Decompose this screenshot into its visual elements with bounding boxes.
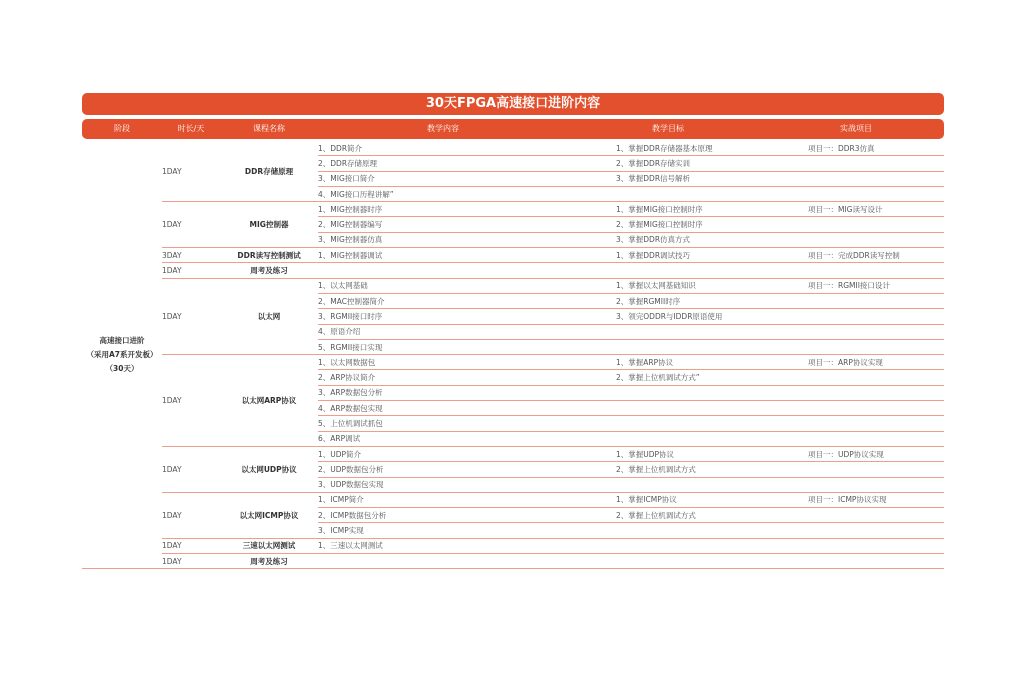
- project-cell: [808, 186, 944, 201]
- course-name-cell: 周考及练习: [220, 263, 318, 278]
- content-cell: 3、MIG接口简介: [318, 171, 616, 186]
- stage-line1: 高速接口进阶: [99, 335, 145, 345]
- content-cell: 2、ARP协议简介: [318, 370, 616, 385]
- content-cell: [318, 554, 616, 569]
- course-name-cell: 以太网ARP协议: [220, 355, 318, 447]
- content-cell: 6、ARP调试: [318, 431, 616, 446]
- content-cell: 4、MIG接口历程讲解”: [318, 186, 616, 201]
- content-cell: 1、MIG控制器调试: [318, 248, 616, 263]
- course-name-cell: 以太网ICMP协议: [220, 492, 318, 538]
- duration-cell: 1DAY: [162, 263, 220, 278]
- course-name-cell: DDR存储原理: [220, 141, 318, 202]
- content-cell: 5、上位机调试抓包: [318, 416, 616, 431]
- goal-cell: 2、掌握上位机调试方式”: [616, 370, 808, 385]
- project-cell: [808, 324, 944, 339]
- project-cell: 项目一：完成DDR读写控制: [808, 248, 944, 263]
- table-row: [82, 141, 944, 156]
- header-stage: 阶段: [114, 124, 130, 133]
- project-cell: [808, 232, 944, 247]
- project-cell: 项目一：ARP协议实现: [808, 355, 944, 370]
- duration-cell: 1DAY: [162, 446, 220, 492]
- content-cell: 2、UDP数据包分析: [318, 462, 616, 477]
- duration-cell: 1DAY: [162, 538, 220, 553]
- project-cell: [808, 431, 944, 446]
- duration-cell: 1DAY: [162, 278, 220, 354]
- goal-cell: 1、掌握ARP协议: [616, 355, 808, 370]
- duration-cell: 1DAY: [162, 492, 220, 538]
- content-cell: 3、UDP数据包实现: [318, 477, 616, 492]
- course-name-cell: 以太网: [220, 278, 318, 354]
- goal-cell: [616, 263, 808, 278]
- project-cell: 项目一：ICMP协议实现: [808, 492, 944, 507]
- content-cell: 2、DDR存储原理: [318, 156, 616, 171]
- duration-cell: 1DAY: [162, 355, 220, 447]
- content-cell: 1、以太网基础: [318, 278, 616, 293]
- course-name-cell: 三速以太网测试: [220, 538, 318, 553]
- course-name-cell: 周考及练习: [220, 554, 318, 569]
- table-header: [82, 119, 944, 139]
- goal-cell: [616, 416, 808, 431]
- project-cell: 项目一：RGMII接口设计: [808, 278, 944, 293]
- project-cell: [808, 156, 944, 171]
- content-cell: 1、DDR简介: [318, 141, 616, 156]
- project-cell: [808, 523, 944, 538]
- table-row: [82, 554, 944, 569]
- duration-cell: 1DAY: [162, 141, 220, 202]
- goal-cell: [616, 523, 808, 538]
- course-name-cell: MIG控制器: [220, 202, 318, 248]
- goal-cell: 1、掌握DDR调试技巧: [616, 248, 808, 263]
- goal-cell: 3、掌握DDR仿真方式: [616, 232, 808, 247]
- content-cell: 5、RGMII接口实现: [318, 339, 616, 354]
- project-cell: 项目一：MIG读写设计: [808, 202, 944, 217]
- header-goal: 教学目标: [652, 124, 684, 133]
- project-cell: [808, 538, 944, 553]
- project-cell: 项目一：UDP协议实现: [808, 446, 944, 461]
- content-cell: 4、原语介绍: [318, 324, 616, 339]
- course-name-cell: 以太网UDP协议: [220, 446, 318, 492]
- goal-cell: 1、掌握UDP协议: [616, 446, 808, 461]
- goal-cell: 2、掌握RGMII时序: [616, 293, 808, 308]
- content-cell: 1、UDP简介: [318, 446, 616, 461]
- project-cell: [808, 171, 944, 186]
- table-row: [82, 538, 944, 553]
- goal-cell: 1、掌握ICMP协议: [616, 492, 808, 507]
- goal-cell: 2、掌握DDR存储实训: [616, 156, 808, 171]
- content-cell: 2、MIG控制器编写: [318, 217, 616, 232]
- content-cell: 1、ICMP简介: [318, 492, 616, 507]
- header-duration: 时长/天: [177, 124, 205, 133]
- content-cell: 2、MAC控制器简介: [318, 293, 616, 308]
- curriculum-table: [82, 141, 944, 569]
- goal-cell: [616, 339, 808, 354]
- duration-cell: 1DAY: [162, 554, 220, 569]
- goal-cell: 1、掌握MIG接口控制时序: [616, 202, 808, 217]
- content-cell: 4、ARP数据包实现: [318, 401, 616, 416]
- header-course: 课程名称: [253, 124, 285, 133]
- content-cell: 1、MIG控制器时序: [318, 202, 616, 217]
- project-cell: 项目一：DDR3仿真: [808, 141, 944, 156]
- project-cell: [808, 293, 944, 308]
- goal-cell: 2、掌握上位机调试方式: [616, 462, 808, 477]
- content-cell: 3、MIG控制器仿真: [318, 232, 616, 247]
- stage-line3: （30天）: [105, 363, 139, 373]
- content-cell: 1、三速以太网测试: [318, 538, 616, 553]
- goal-cell: [616, 431, 808, 446]
- project-cell: [808, 370, 944, 385]
- duration-cell: 3DAY: [162, 248, 220, 263]
- goal-cell: 2、掌握MIG接口控制时序: [616, 217, 808, 232]
- project-cell: [808, 385, 944, 400]
- goal-cell: [616, 186, 808, 201]
- duration-cell: 1DAY: [162, 202, 220, 248]
- goal-cell: 3、领完ODDR与IDDR原语使用: [616, 309, 808, 324]
- content-cell: 3、ICMP实现: [318, 523, 616, 538]
- course-name-cell: DDR读写控制测试: [220, 248, 318, 263]
- project-cell: [808, 508, 944, 523]
- table-row: [82, 263, 944, 278]
- table-row: [82, 355, 944, 370]
- project-cell: [808, 462, 944, 477]
- project-cell: [808, 217, 944, 232]
- header-project: 实战项目: [840, 124, 872, 133]
- table-row: [82, 492, 944, 507]
- project-cell: [808, 263, 944, 278]
- content-cell: 2、ICMP数据包分析: [318, 508, 616, 523]
- goal-cell: 1、掌握DDR存储器基本原理: [616, 141, 808, 156]
- table-row: [82, 248, 944, 263]
- project-cell: [808, 477, 944, 492]
- goal-cell: 1、掌握以太网基础知识: [616, 278, 808, 293]
- header-content: 教学内容: [427, 124, 459, 133]
- content-cell: [318, 263, 616, 278]
- table-row: [82, 202, 944, 217]
- goal-cell: 2、掌握上位机调试方式: [616, 508, 808, 523]
- project-cell: [808, 554, 944, 569]
- goal-cell: [616, 385, 808, 400]
- goal-cell: [616, 477, 808, 492]
- project-cell: [808, 401, 944, 416]
- goal-cell: [616, 401, 808, 416]
- project-cell: [808, 416, 944, 431]
- project-cell: [808, 339, 944, 354]
- goal-cell: [616, 538, 808, 553]
- content-cell: 3、ARP数据包分析: [318, 385, 616, 400]
- goal-cell: 3、掌握DDR信号解析: [616, 171, 808, 186]
- content-cell: 1、以太网数据包: [318, 355, 616, 370]
- goal-cell: [616, 324, 808, 339]
- table-row: [82, 278, 944, 293]
- project-cell: [808, 309, 944, 324]
- page-title: 30天FPGA高速接口进阶内容: [82, 93, 944, 115]
- content-cell: 3、RGMII接口时序: [318, 309, 616, 324]
- goal-cell: [616, 554, 808, 569]
- stage-cell: [82, 141, 162, 569]
- stage-line2: （采用A7系开发板）: [86, 349, 158, 359]
- table-row: [82, 446, 944, 461]
